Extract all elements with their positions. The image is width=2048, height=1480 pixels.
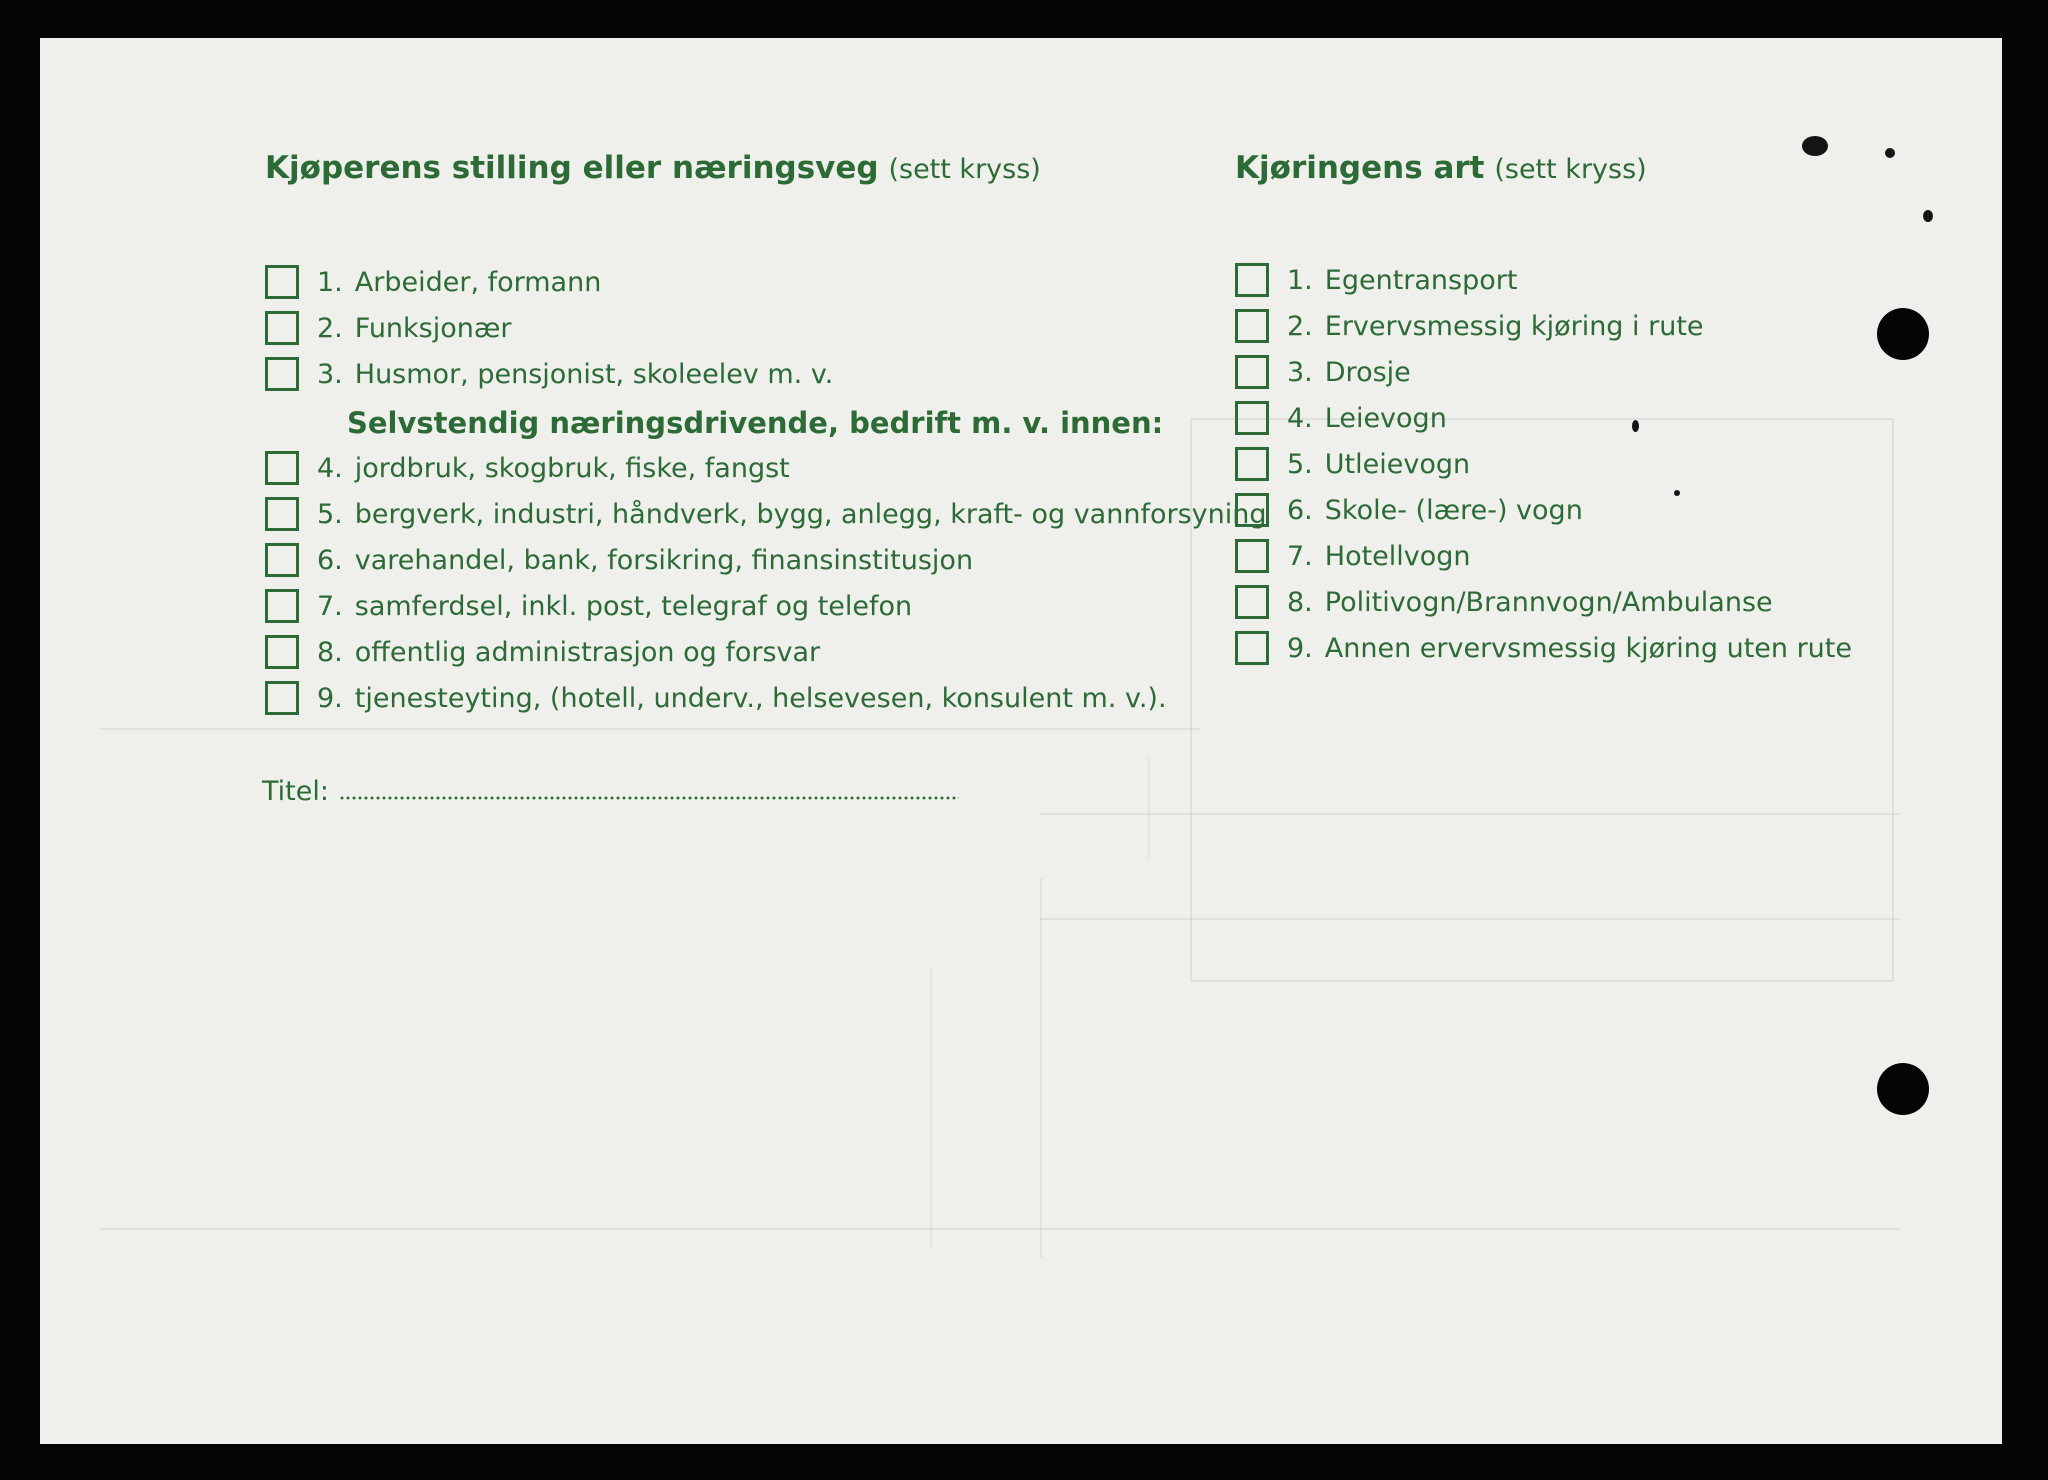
driving-option-4[interactable] [1235, 398, 1447, 438]
driving-option-6[interactable] [1235, 490, 1583, 530]
option-number: 7. [317, 590, 343, 622]
business-option-7[interactable] [265, 586, 912, 626]
driving-option-8[interactable] [1235, 582, 1773, 622]
bleed-through-line [100, 1228, 1900, 1230]
option-number: 7. [1287, 540, 1313, 572]
option-label: Skole- (lære-) vogn [1324, 494, 1583, 526]
checkbox[interactable] [1235, 585, 1269, 619]
driving-option-7[interactable] [1235, 536, 1471, 576]
checkbox[interactable] [1235, 355, 1269, 389]
option-label: Drosje [1324, 356, 1411, 388]
option-label: Hotellvogn [1324, 540, 1471, 572]
buyer-option-3[interactable] [265, 354, 833, 394]
business-option-9[interactable] [265, 678, 1167, 718]
checkbox[interactable] [265, 357, 299, 391]
checkbox[interactable] [1235, 401, 1269, 435]
checkbox[interactable] [1235, 309, 1269, 343]
business-option-4[interactable] [265, 448, 790, 488]
driving-type-section [1235, 150, 1955, 670]
driving-heading-text: Kjøringens art [1235, 150, 1485, 186]
option-label: Leievogn [1324, 402, 1447, 434]
checkbox[interactable] [265, 311, 299, 345]
titel-dotted-line[interactable] [339, 795, 959, 801]
option-number: 1. [1287, 264, 1313, 296]
checkbox[interactable] [265, 635, 299, 669]
checkbox[interactable] [265, 265, 299, 299]
option-number: 9. [317, 682, 343, 714]
business-option-5[interactable] [265, 494, 1266, 534]
option-number: 8. [1287, 586, 1313, 618]
buyer-occupation-heading [265, 150, 1265, 186]
buyer-heading-hint: (sett kryss) [888, 154, 1041, 185]
driving-type-heading [1235, 150, 1955, 186]
titel-label: Titel: [262, 776, 329, 807]
checkbox[interactable] [265, 681, 299, 715]
buyer-option-1[interactable] [265, 262, 601, 302]
buyer-option-2[interactable] [265, 308, 512, 348]
bleed-through-line [930, 968, 932, 1248]
driving-option-2[interactable] [1235, 306, 1704, 346]
checkbox[interactable] [1235, 631, 1269, 665]
option-label: jordbruk, skogbruk, fiske, fangst [354, 452, 790, 484]
titel-field[interactable] [262, 776, 959, 807]
option-number: 8. [317, 636, 343, 668]
option-number: 5. [1287, 448, 1313, 480]
option-number: 2. [317, 312, 343, 344]
bleed-through-line [1040, 813, 1900, 815]
checkbox[interactable] [265, 451, 299, 485]
buyer-heading-text: Kjøperens stilling eller næringsveg [265, 150, 879, 186]
option-label: offentlig administrasjon og forsvar [354, 636, 821, 668]
option-number: 2. [1287, 310, 1313, 342]
option-label: Ervervsmessig kjøring i rute [1324, 310, 1704, 342]
option-number: 5. [317, 498, 343, 530]
checkbox[interactable] [265, 589, 299, 623]
bleed-through-line [1148, 758, 1150, 858]
option-label: Egentransport [1324, 264, 1518, 296]
bleed-through-line [1040, 918, 1900, 920]
checkbox[interactable] [1235, 447, 1269, 481]
business-option-8[interactable] [265, 632, 820, 672]
business-option-6[interactable] [265, 540, 973, 580]
checkbox[interactable] [1235, 539, 1269, 573]
option-label: Annen ervervsmessig kjøring uten rute [1324, 632, 1852, 664]
driving-option-5[interactable] [1235, 444, 1470, 484]
checkbox[interactable] [1235, 493, 1269, 527]
punch-hole-bottom [1877, 1063, 1929, 1115]
option-label: Funksjonær [354, 312, 512, 344]
driving-option-1[interactable] [1235, 260, 1517, 300]
option-number: 6. [1287, 494, 1313, 526]
option-number: 3. [1287, 356, 1313, 388]
option-label: samferdsel, inkl. post, telegraf og telefon [354, 590, 913, 622]
checkbox[interactable] [1235, 263, 1269, 297]
driving-option-3[interactable] [1235, 352, 1411, 392]
bleed-through-line [1040, 878, 1042, 1258]
option-label: Arbeider, formann [354, 266, 602, 298]
option-number: 4. [317, 452, 343, 484]
option-label: Utleievogn [1324, 448, 1471, 480]
driving-option-9[interactable] [1235, 628, 1852, 668]
option-label: Politivogn/Brannvogn/Ambulanse [1324, 586, 1773, 618]
option-label: bergverk, industri, håndverk, bygg, anlegg, kraft- og vannforsyning [354, 498, 1267, 530]
driving-heading-hint: (sett kryss) [1494, 154, 1647, 185]
option-number: 4. [1287, 402, 1313, 434]
option-label: tjenesteyting, (hotell, underv., helsevesen, konsulent m. v.). [354, 682, 1167, 714]
self-employed-subheading: Selvstendig næringsdrivende, bedrift m. v. innen: [347, 406, 1164, 440]
option-label: varehandel, bank, forsikring, finansinstitusjon [354, 544, 974, 576]
option-number: 6. [317, 544, 343, 576]
form-page [40, 38, 2002, 1444]
option-number: 3. [317, 358, 343, 390]
buyer-occupation-section [265, 150, 1265, 730]
checkbox[interactable] [265, 543, 299, 577]
option-number: 9. [1287, 632, 1313, 664]
option-label: Husmor, pensjonist, skoleelev m. v. [354, 358, 834, 390]
checkbox[interactable] [265, 497, 299, 531]
option-number: 1. [317, 266, 343, 298]
